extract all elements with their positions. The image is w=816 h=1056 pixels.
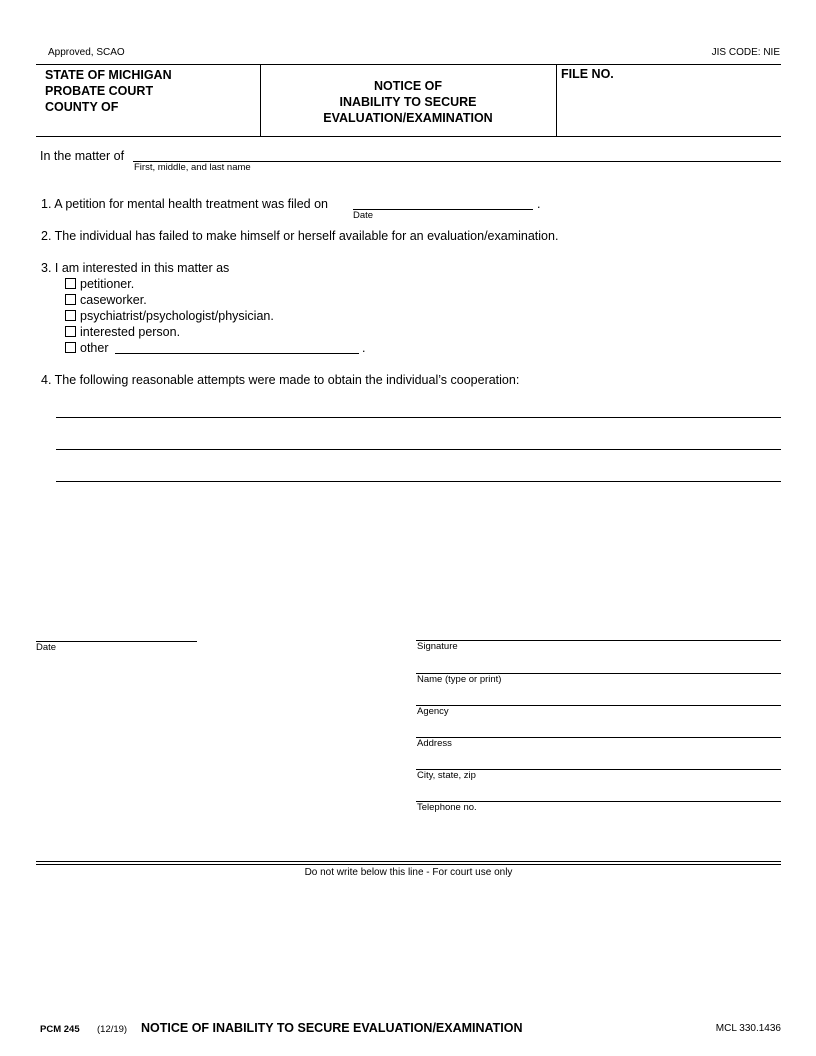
court-county: COUNTY OF [45,100,119,114]
header-divider-right [556,64,557,136]
signature-line[interactable] [416,640,781,641]
item-2-text: 2. The individual has failed to make himself or herself available for an evaluation/examination. [41,229,559,243]
agency-caption: Agency [417,706,449,717]
approved-label: Approved, SCAO [48,47,125,58]
date-caption: Date [36,642,57,653]
court-state: STATE OF MICHIGAN [45,68,172,82]
court-block [45,67,172,115]
telephone-caption: Telephone no. [417,802,477,813]
item-4-line-2[interactable] [56,449,781,450]
item-1-text: 1. A petition for mental health treatment was filed on [41,197,328,211]
option-psychiatrist-checkbox[interactable] [65,310,76,321]
option-other-checkbox[interactable] [65,342,76,353]
option-petitioner-checkbox[interactable] [65,278,76,289]
matter-name-caption: First, middle, and last name [134,162,251,173]
option-interested-person-label: interested person. [80,325,181,339]
option-other-period: . [362,341,366,355]
item-4-line-1[interactable] [56,417,781,418]
jis-code: JIS CODE: NIE [711,47,780,58]
header-top-rule [36,64,781,65]
item-4-text: 4. The following reasonable attempts were made to obtain the individual’s cooperation: [41,373,520,387]
signature-caption: Signature [417,641,458,652]
option-caseworker-label: caseworker. [80,293,147,307]
agency-line[interactable] [416,705,781,706]
item-3-text: 3. I am interested in this matter as [41,261,230,275]
item-1-date-caption: Date [353,210,374,221]
option-petitioner-label: petitioner. [80,277,135,291]
address-line[interactable] [416,737,781,738]
form-title-line-3: EVALUATION/EXAMINATION [323,111,493,125]
option-interested-person-checkbox[interactable] [65,326,76,337]
city-state-zip-caption: City, state, zip [417,770,476,781]
item-1-date-line[interactable] [353,209,533,210]
form-title-line-2: INABILITY TO SECURE [339,95,477,109]
item-1-period: . [537,197,541,211]
court-use-rule-bottom [36,864,781,865]
file-no-input[interactable] [620,66,778,134]
form-title-line-1: NOTICE OF [373,79,443,93]
option-caseworker-checkbox[interactable] [65,294,76,305]
date-line[interactable] [36,641,197,642]
option-other-label: other [80,341,109,355]
header-bottom-rule [36,136,781,137]
footer-revision: (12/19) [97,1024,128,1035]
court-name: PROBATE COURT [45,84,154,98]
option-other-line[interactable] [115,353,359,354]
matter-label: In the matter of [40,149,125,163]
form-title [260,78,556,126]
footer-form-code: PCM 245 [40,1024,80,1035]
footer-title: NOTICE OF INABILITY TO SECURE EVALUATION/EXAMINATION [141,1021,523,1035]
footer-statute: MCL 330.1436 [715,1023,781,1034]
option-psychiatrist-label: psychiatrist/psychologist/physician. [80,309,274,323]
court-use-rule-top [36,861,781,862]
item-4-line-3[interactable] [56,481,781,482]
address-caption: Address [417,738,452,749]
court-use-label: Do not write below this line - For court use only [304,867,513,878]
name-caption: Name (type or print) [417,674,502,685]
file-no-label: FILE NO. [561,67,614,81]
